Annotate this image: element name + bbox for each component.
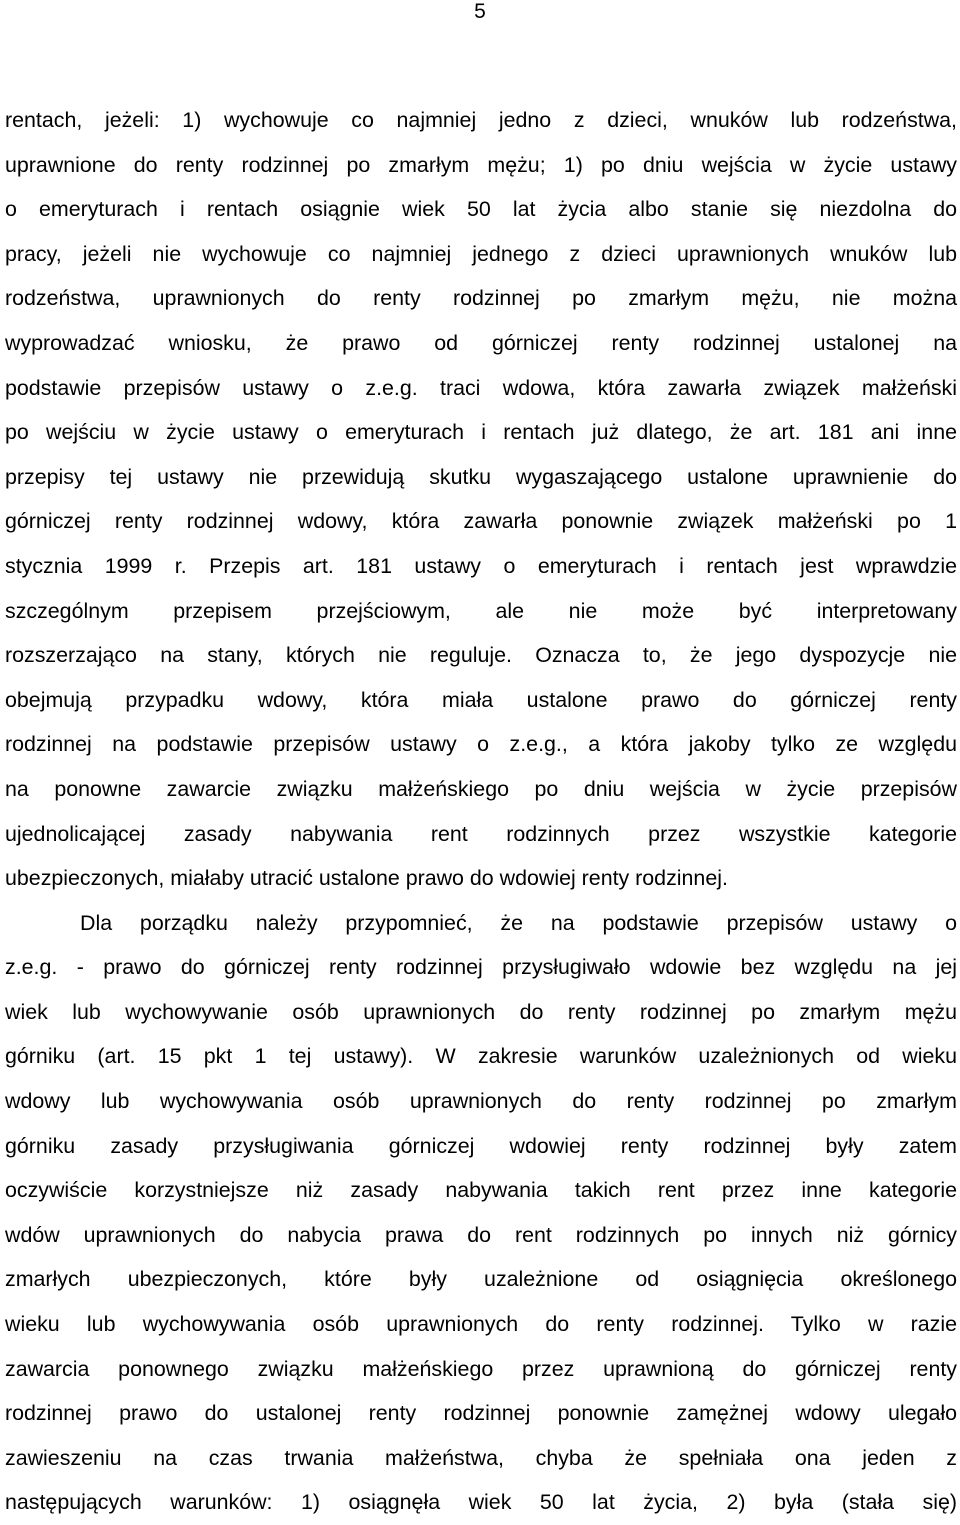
- text-line: górniczej renty rodzinnej wdowy, która zawarła ponownie związek małżeński po 1: [5, 509, 957, 534]
- text-line: oczywiście korzystniejsze niż zasady nabywania takich rent przez inne kategorie: [5, 1178, 957, 1203]
- page-number: 5: [474, 0, 486, 23]
- text-line: stycznia 1999 r. Przepis art. 181 ustawy o emeryturach i rentach jest wprawdzie: [5, 553, 957, 578]
- document-body: [5, 98, 957, 1525]
- text-line: wiek lub wychowywanie osób uprawnionych do renty rodzinnej po zmarłym mężu: [5, 999, 957, 1024]
- text-line: ubezpieczonych, miałaby utracić ustalone prawo do wdowiej renty rodzinnej.: [5, 866, 728, 891]
- text-line: zawarcia ponownego związku małżeńskiego przez uprawnioną do górniczej renty: [5, 1356, 957, 1381]
- text-line: górniku zasady przysługiwania górniczej wdowiej renty rodzinnej były zatem: [5, 1133, 957, 1158]
- text-line: na ponowne zawarcie związku małżeńskiego po dniu wejścia w życie przepisów: [5, 776, 957, 801]
- text-line: wdowy lub wychowywania osób uprawnionych do renty rodzinnej po zmarłym: [5, 1089, 957, 1114]
- text-line: Dla porządku należy przypomnieć, że na podstawie przepisów ustawy o: [80, 910, 957, 935]
- text-line: ujednolicającej zasady nabywania rent rodzinnych przez wszystkie kategorie: [5, 821, 957, 846]
- text-line: wieku lub wychowywania osób uprawnionych do renty rodzinnej. Tylko w razie: [5, 1312, 957, 1337]
- text-line: o emeryturach i rentach osiągnie wiek 50 lat życia albo stanie się niezdolna do: [5, 197, 957, 222]
- text-line: pracy, jeżeli nie wychowuje co najmniej jednego z dzieci uprawnionych wnuków lub: [5, 241, 957, 266]
- text-line: wyprowadzać wniosku, że prawo od górniczej renty rodzinnej ustalonej na: [5, 330, 957, 355]
- text-line: rozszerzająco na stany, których nie reguluje. Oznacza to, że jego dyspozycje nie: [5, 643, 957, 668]
- text-line: po wejściu w życie ustawy o emeryturach i rentach już dlatego, że art. 181 ani inne: [5, 420, 957, 445]
- text-line: następujących warunków: 1) osiągnęła wiek 50 lat życia, 2) była (stała się): [5, 1490, 957, 1515]
- text-line: rodzeństwa, uprawnionych do renty rodzinnej po zmarłym mężu, nie można: [5, 286, 957, 311]
- text-line: zmarłych ubezpieczonych, które były uzależnione od osiągnięcia określonego: [5, 1267, 957, 1292]
- text-line: przepisy tej ustawy nie przewidują skutku wygaszającego ustalone uprawnienie do: [5, 464, 957, 489]
- text-line: rodzinnej na podstawie przepisów ustawy o z.e.g., a która jakoby tylko ze względu: [5, 732, 957, 757]
- text-line: górniku (art. 15 pkt 1 tej ustawy). W zakresie warunków uzależnionych od wieku: [5, 1044, 957, 1069]
- text-line: z.e.g. - prawo do górniczej renty rodzinnej przysługiwało wdowie bez względu na jej: [5, 955, 957, 980]
- text-line: szczególnym przepisem przejściowym, ale nie może być interpretowany: [5, 598, 957, 623]
- text-line: obejmują przypadku wdowy, która miała ustalone prawo do górniczej renty: [5, 687, 957, 712]
- text-line: uprawnione do renty rodzinnej po zmarłym mężu; 1) po dniu wejścia w życie ustawy: [5, 152, 957, 177]
- text-line: zawieszeniu na czas trwania małżeństwa, chyba że spełniała ona jeden z: [5, 1445, 957, 1470]
- text-line: podstawie przepisów ustawy o z.e.g. traci wdowa, która zawarła związek małżeński: [5, 375, 957, 400]
- text-line: rentach, jeżeli: 1) wychowuje co najmniej jedno z dzieci, wnuków lub rodzeństwa,: [5, 108, 957, 132]
- text-line: rodzinnej prawo do ustalonej renty rodzinnej ponownie zamężnej wdowy ulegało: [5, 1401, 957, 1426]
- text-line: wdów uprawnionych do nabycia prawa do rent rodzinnych po innych niż górnicy: [5, 1222, 957, 1247]
